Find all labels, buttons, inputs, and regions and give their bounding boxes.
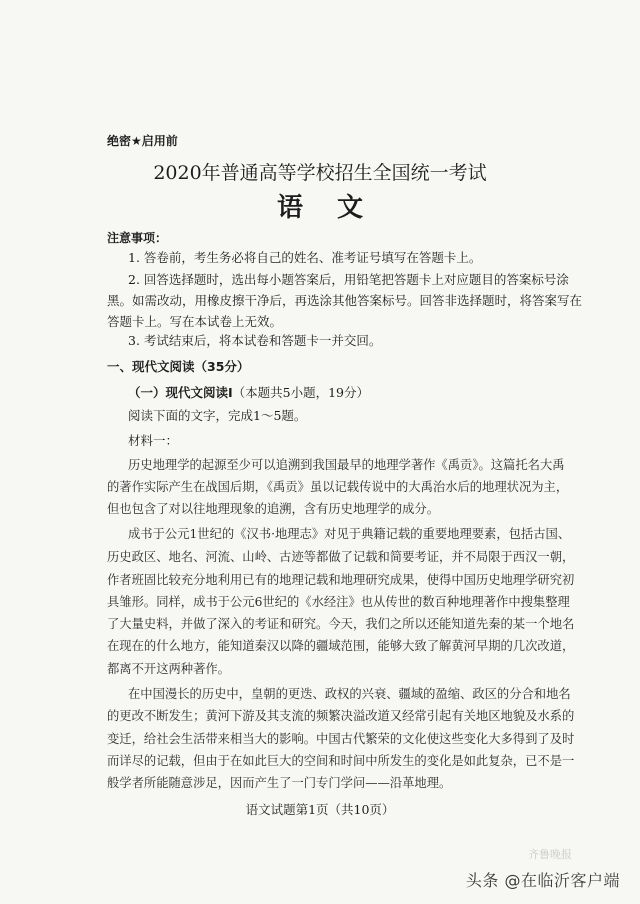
source-watermark: 头条 @在临沂客户端	[465, 871, 620, 890]
body-line: 具雏形。同样，成书于公元6世纪的《水经注》也从传世的数百种地理著作中搜集整理	[107, 595, 570, 609]
notes-heading: 注意事项：	[107, 231, 168, 245]
material-label: 材料一：	[128, 433, 179, 448]
classified-label: 绝密★启用前	[107, 134, 178, 148]
note-line-1: 1. 答卷前，考生务必将自己的姓名、准考证号填写在答题卡上。	[128, 250, 482, 265]
subsection-bold: （一）现代文阅读Ⅰ	[128, 385, 233, 400]
body-line: 作者班固比较充分地利用已有的地理记载和地理研究成果，使得中国历史地理学研究初	[107, 573, 575, 587]
note-line-2: 2. 回答选择题时，选出每小题答案后，用铅笔把答题卡上对应题目的答案标号涂	[128, 272, 569, 287]
body-line: 的著作实际产生在战国后期，《禹贡》虽以记载传说中的大禹治水后的地理状况为主，	[107, 480, 569, 494]
section-title: 一、现代文阅读（35分）	[107, 359, 250, 374]
note-line-3: 黑。如需改动，用橡皮擦干净后，再选涂其他答案标号。回答非选择题时，将答案写在	[107, 293, 583, 308]
subsection-title	[128, 383, 369, 401]
body-line: 成书于公元1世纪的《汉书·地理志》对见于典籍记载的重要地理要素，包括古国、	[128, 527, 571, 541]
faint-watermark: 齐鲁晚报	[528, 848, 572, 861]
body-line: 般学者所能随意涉足，因而产生了一门专门学问——沿革地理。	[107, 776, 452, 790]
body-line: 在中国漫长的历史中，皇朝的更迭、政权的兴衰、疆域的盈缩、政区的分合和地名	[128, 687, 571, 701]
subsection-rest: （本题共5小题，19分）	[232, 385, 370, 400]
body-line: 而详尽的记载，但由于在如此巨大的空间和时间中所发生的变化是如此复杂，已不是一	[107, 754, 575, 768]
body-line: 都离不开这两种著作。	[107, 662, 230, 676]
body-line: 变迁，给社会生活带来相当大的影响。中国古代繁荣的文化使这些变化大多得到了及时	[107, 732, 575, 746]
reading-instruction: 阅读下面的文字，完成1～5题。	[128, 408, 307, 423]
body-line: 在现在的什么地方，能知道秦汉以降的疆域范围，能够大致了解黄河早期的几次改道，	[107, 639, 575, 653]
body-line: 了大量史料，并做了深入的考证和研究。今天，我们之所以还能知道先秦的某一个地名	[107, 617, 575, 631]
page-footer: 语文试题第1页（共10页）	[245, 802, 395, 817]
note-line-5: 3. 考试结束后，将本试卷和答题卡一并交回。	[128, 333, 382, 348]
body-line: 的更改不断发生；黄河下游及其支流的频繁决溢改道又经常引起有关地区地貌及水系的	[107, 709, 575, 723]
body-line: 历史政区、地名、河流、山岭、古迹等都做了记载和简要考证，并不局限于西汉一朝，	[107, 550, 575, 564]
body-line: 但也包含了对以往地理现象的追溯，含有历史地理学的成分。	[107, 502, 440, 516]
note-line-4: 答题卡上。写在本试卷上无效。	[107, 314, 283, 329]
exam-title: 2020年普通高等学校招生全国统一考试	[153, 162, 487, 184]
subject-title: 语文	[276, 193, 397, 223]
body-line: 历史地理学的起源至少可以追溯到我国最早的地理学著作《禹贡》。这篇托名大禹	[128, 458, 565, 472]
